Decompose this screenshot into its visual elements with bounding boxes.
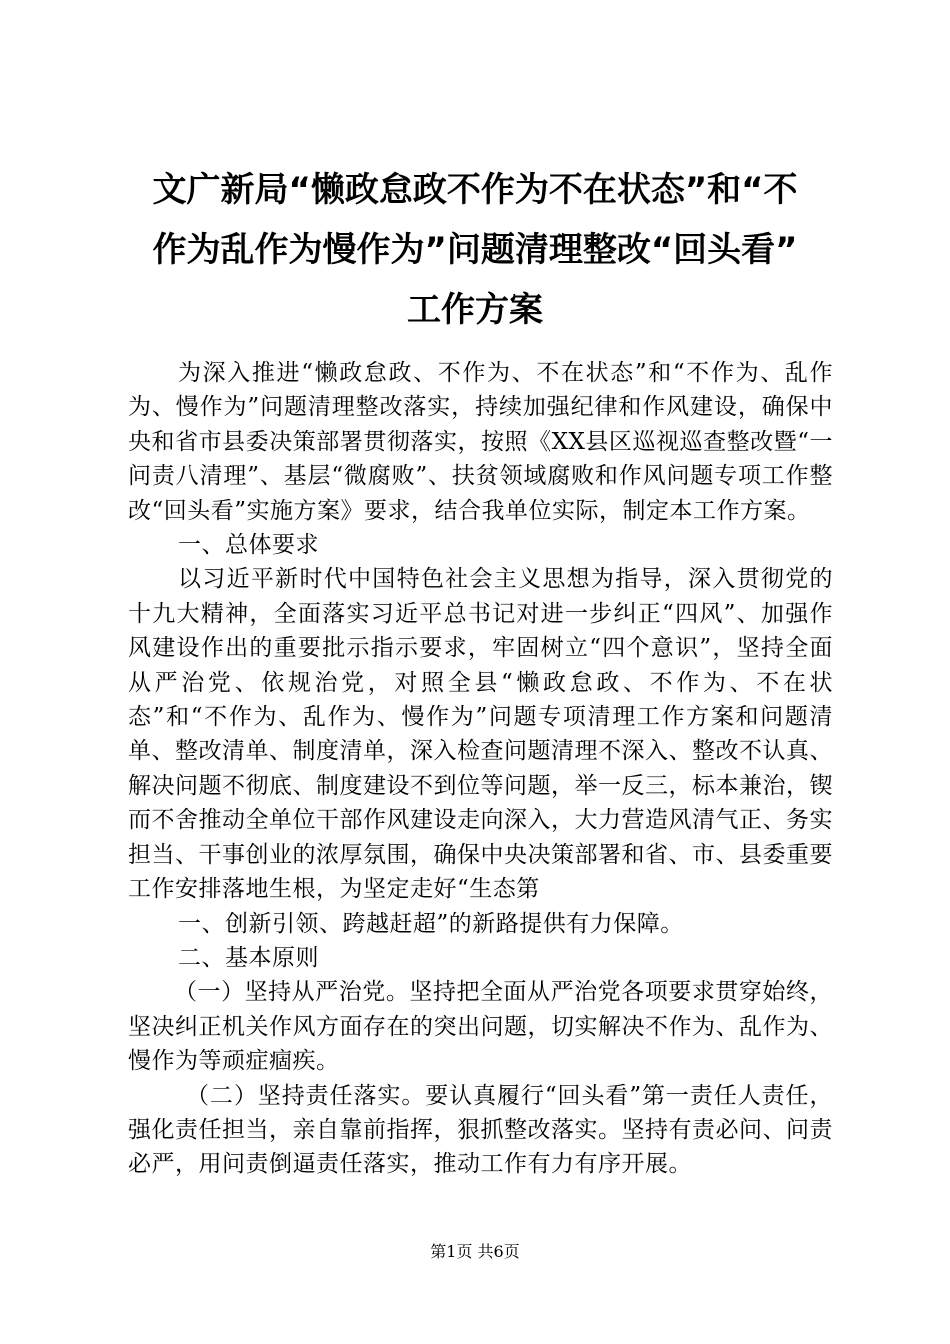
principle-2-paragraph: （二）坚持责任落实。要认真履行“回头看”第一责任人责任，强化责任担当，亲自靠前指挥，狠抓整改落实。坚持有责必问、问责必严，用问责倒逼责任落实，推动工作有力有序开展。	[128, 1082, 833, 1178]
title-line-1: 文广新局“懒政怠政不作为不在状态”和“不	[152, 170, 798, 210]
section-heading-principles: 二、基本原则	[178, 944, 319, 971]
document-body	[128, 356, 833, 1182]
page-footer: 第1页 共6页	[430, 1242, 520, 1261]
title-line-3: 工作方案	[407, 290, 543, 330]
intro-paragraph: 为深入推进“懒政怠政、不作为、不在状态”和“不作为、乱作为、慢作为”问题清理整改落实，持续加强纪律和作风建设，确保中央和省市县委决策部署贯彻落实，按照《XX县区巡视巡查整改暨“一问责八清理”、基层“微腐败”、扶贫领域腐败和作风问题专项工作整改“回头看”实施方案》要求，结合我单位实际，制定本工作方案。	[128, 360, 833, 524]
document-title	[100, 160, 850, 340]
general-requirements-paragraph: 以习近平新时代中国特色社会主义思想为指导，深入贯彻党的十九大精神，全面落实习近平总书记对进一步纠正“四风”、加强作风建设作出的重要批示指示要求，牢固树立“四个意识”，坚持全面从严治党、依规治党，对照全县“懒政怠政、不作为、不在状态”和“不作为、乱作为、慢作为”问题专项清理工作方案和问题清单、整改清单、制度清单，深入检查问题清理不深入、整改不认真、解决问题不彻底、制度建设不到位等问题，举一反三，标本兼治，锲而不舍推动全单位干部作风建设走向深入，大力营造风清气正、务实担当、干事创业的浓厚氛围，确保中央决策部署和省、市、县委重要工作安排落地生根，为坚定走好“生态第	[128, 566, 833, 903]
principle-1-paragraph: （一）坚持从严治党。坚持把全面从严治党各项要求贯穿始终，坚决纠正机关作风方面存在的突出问题，切实解决不作为、乱作为、慢作为等顽症痼疾。	[128, 979, 833, 1075]
title-line-2: 作为乱作为慢作为”问题清理整改“回头看”	[152, 230, 798, 270]
continuation-paragraph: 一、创新引领、跨越赶超”的新路提供有力保障。	[178, 910, 684, 937]
section-heading-general: 一、总体要求	[178, 532, 319, 559]
